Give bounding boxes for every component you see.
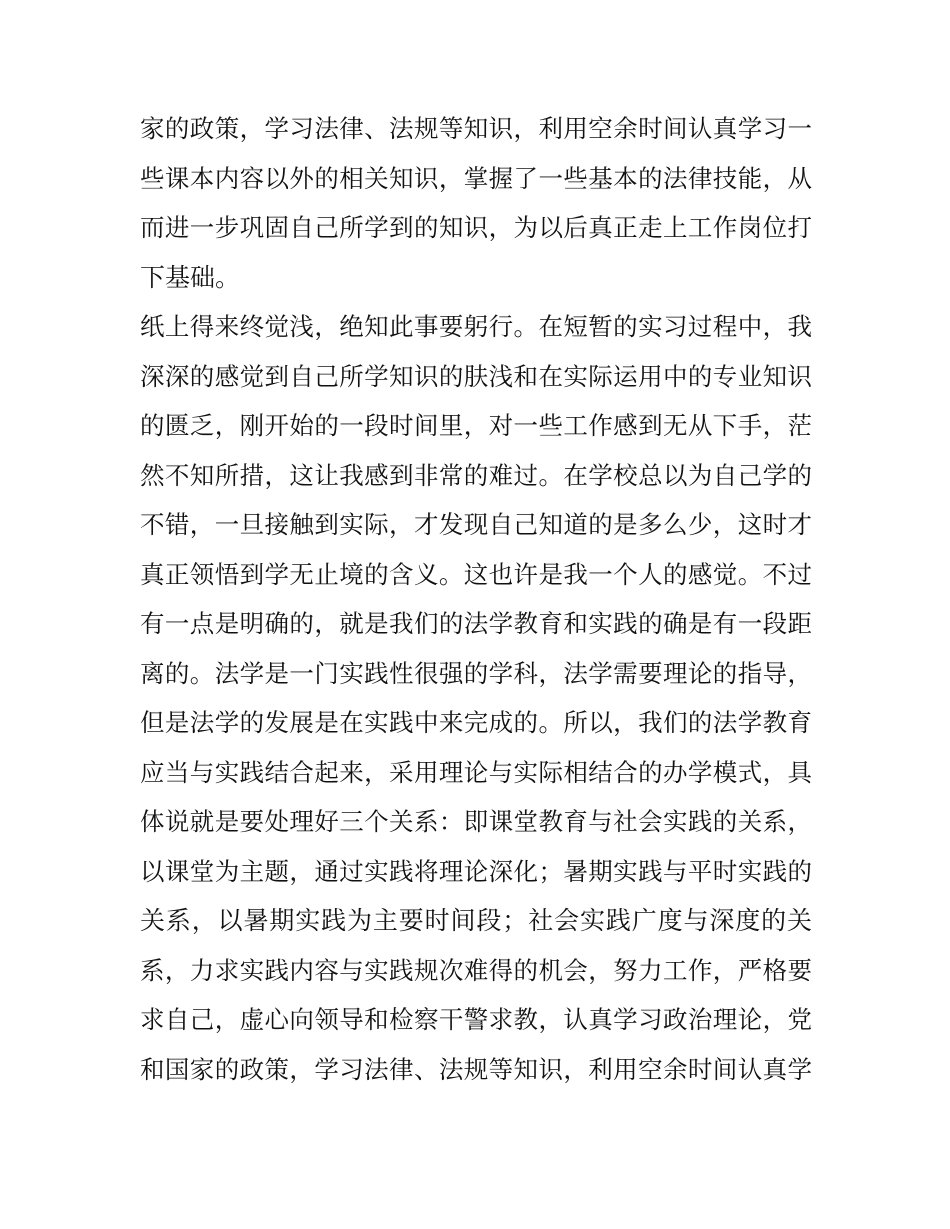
text-line: 不错，一旦接触到实际，才发现自己知道的是多么少，这时才 [140,510,812,539]
text-line: 家的政策，学习法律、法规等知识，利用空余时间认真学习一 [140,114,812,143]
text-line: 体说就是要处理好三个关系：即课堂教育与社会实践的关系， [140,807,812,836]
text-line: 些课本内容以外的相关知识，掌握了一些基本的法律技能，从 [140,163,812,193]
text-line: 下基础。 [140,262,241,292]
text-line: 应当与实践结合起来，采用理论与实际相结合的办学模式，具 [140,757,812,787]
text-line: 求自己，虚心向领导和检察干警求教，认真学习政治理论，党 [140,1005,812,1034]
text-line: 有一点是明确的，就是我们的法学教育和实践的确是有一段距 [140,609,812,638]
document-body [140,104,812,1094]
text-line: 离的。法学是一门实践性很强的学科，法学需要理论的指导， [140,658,812,688]
text-line: 然不知所措，这让我感到非常的难过。在学校总以为自己学的 [140,460,812,490]
paragraph [140,302,812,1094]
text-line: 和国家的政策，学习法律、法规等知识，利用空余时间认真学 [140,1054,812,1084]
paragraph [140,104,812,302]
text-line: 真正领悟到学无止境的含义。这也许是我一个人的感觉。不过 [140,559,812,589]
text-line: 深深的感觉到自己所学知识的肤浅和在实际运用中的专业知识 [140,361,812,391]
text-line: 但是法学的发展是在实践中来完成的。所以，我们的法学教育 [140,708,812,737]
text-line: 系，力求实践内容与实践规次难得的机会，努力工作，严格要 [140,955,812,985]
text-line: 而进一步巩固自己所学到的知识，为以后真正走上工作岗位打 [140,213,812,242]
text-line: 纸上得来终觉浅，绝知此事要躬行。在短暂的实习过程中，我 [140,312,812,341]
text-line: 的匮乏，刚开始的一段时间里，对一些工作感到无从下手，茫 [140,411,812,440]
text-line: 关系，以暑期实践为主要时间段；社会实践广度与深度的关 [140,906,812,935]
text-line: 以课堂为主题，通过实践将理论深化；暑期实践与平时实践的 [140,856,812,886]
